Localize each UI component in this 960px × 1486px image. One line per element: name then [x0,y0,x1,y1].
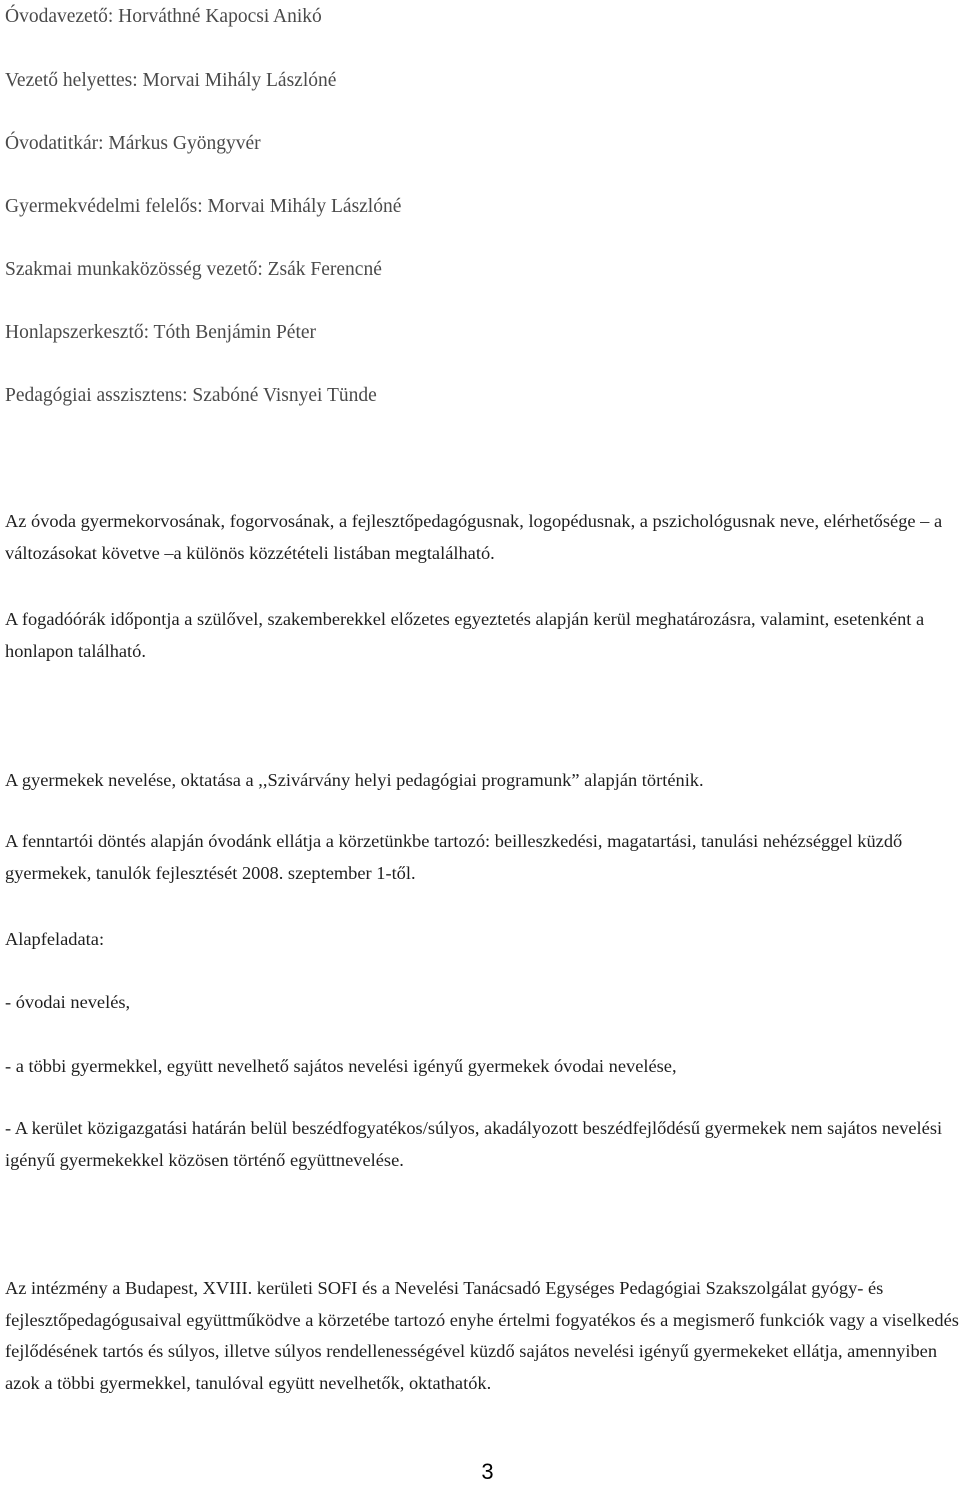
paragraph-institution: Az intézmény a Budapest, XVIII. kerületi SOFI és a Nevelési Tanácsadó Egységes Pedagógiai Szakszolgálat gyógy- és fejlesztőpedagógusaival együttműködve a körzetébe tartozó enyhe értelmi fogyatékos és a megismerő funkciók vagy a viselkedés fejlődésének tartós és súlyos, illetve súlyos rendellenességével küzdő sajátos nevelési igényű gyermekeket ellátja, amennyiben azok a többi gyermekkel, tanulóval együtt nevelhetők, oktathatók. [5,1278,959,1393]
staff-website-editor: Honlapszerkesztő: Tóth Benjámin Péter [5,322,317,343]
page-number: 3 [481,1459,494,1484]
staff-child-protection: Gyermekvédelmi felelős: Morvai Mihály Lászlóné [5,196,402,217]
staff-deputy-director: Vezető helyettes: Morvai Mihály Lászlóné [5,70,337,91]
staff-kindergarten-director: Óvodavezető: Horváthné Kapocsi Anikó [5,6,322,27]
tasks-heading: Alapfeladata: [5,929,105,949]
paragraph-maintainer: A fenntartói döntés alapján óvodánk ellátja a körzetünkbe tartozó: beilleszkedési, magatartási, tanulási nehézséggel küzdő gyermekek, tanulók fejlesztését 2008. szeptember 1-től. [5,831,903,883]
staff-teaching-assistant: Pedagógiai asszisztens: Szabóné Visnyei Tünde [5,385,377,406]
paragraph-program: A gyermekek nevelése, oktatása a ,,Szivárvány helyi pedagógiai programunk” alapján történik. [5,770,704,790]
staff-secretary: Óvodatitkár: Márkus Gyöngyvér [5,133,261,154]
staff-workgroup-leader: Szakmai munkaközösség vezető: Zsák Ferencné [5,259,382,280]
paragraph-office-hours: A fogadóórák időpontja a szülővel, szakemberekkel előzetes egyeztetés alapján kerül meghatározásra, valamint, esetenként a honlapon található. [5,609,925,661]
paragraph-specialists: Az óvoda gyermekorvosának, fogorvosának, a fejlesztőpedagógusnak, logopédusnak, a pszichológusnak neve, elérhetősége – a változásokat követve –a különös közzétételi listában megtalálható. [5,511,943,563]
task-item-2: - a többi gyermekkel, együtt nevelhető sajátos nevelési igényű gyermekek óvodai nevelése, [5,1056,677,1076]
task-item-3: - A kerület közigazgatási határán belül beszédfogyatékos/súlyos, akadályozott beszédfejlődésű gyermekek nem sajátos nevelési igényű gyermekekkel közösen történő együttnevelése. [5,1118,943,1170]
task-item-1: - óvodai nevelés, [5,992,131,1012]
